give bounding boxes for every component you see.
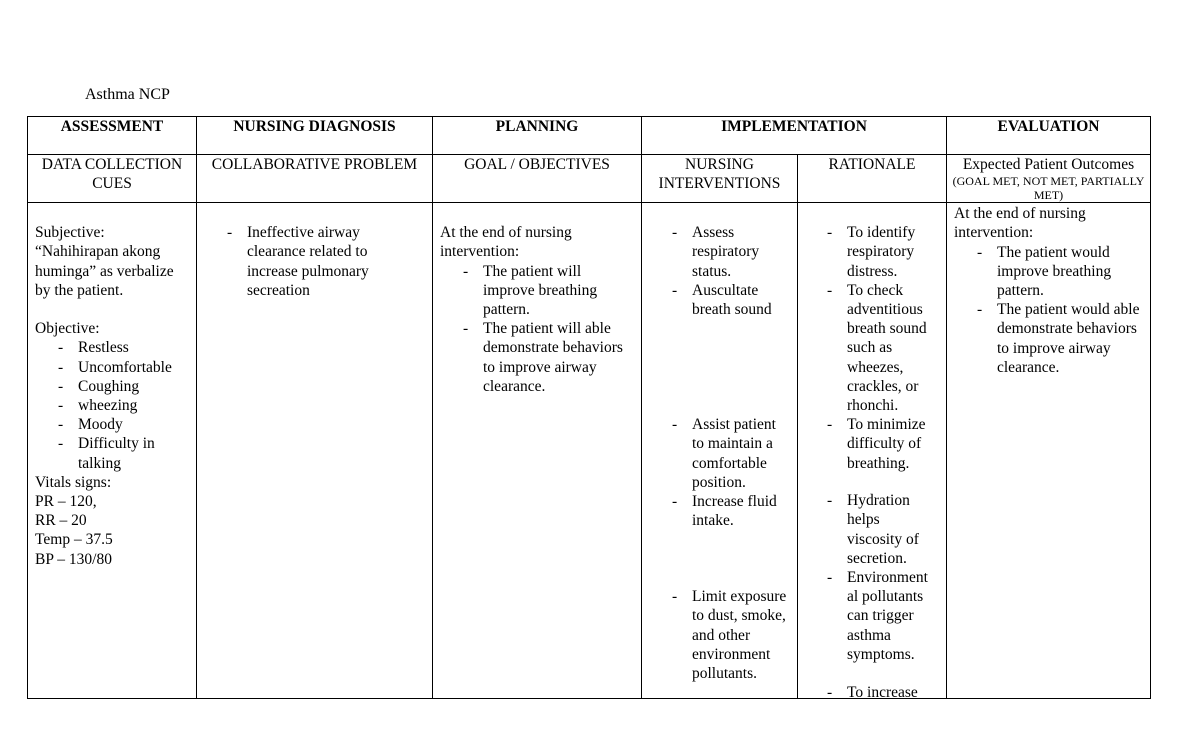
expected-outcomes-label: Expected Patient Outcomes	[962, 156, 1135, 173]
header-assessment: ASSESSMENT	[28, 117, 197, 155]
rationale-item: - To check adventitious breath sound such as wheezes, crackles, or rhonchi.	[847, 281, 938, 415]
vital-bp: BP – 130/80	[35, 550, 112, 568]
rationale-item: - To increase	[847, 683, 938, 702]
objective-item: - wheezing	[78, 396, 190, 415]
objective-item: - Restless	[78, 338, 190, 357]
objective-list	[78, 338, 190, 472]
intervention-item: - Assist patient to maintain a comfortable position.	[692, 415, 787, 492]
subheader-collaborative-problem: COLLABORATIVE PROBLEM	[197, 155, 433, 203]
document-title: Asthma NCP	[85, 86, 170, 103]
subheader-goal-objectives: GOAL / OBJECTIVES	[433, 155, 642, 203]
interventions-list-c	[692, 587, 787, 683]
subheader-expected-outcomes	[947, 155, 1151, 203]
rationale-item: - Hydration helps viscosity of secretion.	[847, 491, 938, 568]
rationale-list-b	[847, 491, 938, 664]
vital-pr: PR – 120,	[35, 493, 97, 511]
content-row	[28, 203, 1151, 699]
diagnosis-cell	[197, 203, 433, 699]
evaluation-cell	[947, 203, 1151, 699]
header-row	[28, 117, 1151, 155]
subheader-rationale: RATIONALE	[798, 155, 947, 203]
evaluation-item: - The patient would able demonstrate behaviors to improve airway clearance.	[997, 300, 1144, 377]
rationale-list-c	[847, 683, 938, 702]
interventions-cell	[642, 203, 798, 699]
ncp-table	[27, 116, 1151, 702]
objective-label: Objective:	[35, 320, 100, 338]
diagnosis-list	[247, 223, 402, 300]
interventions-list-a	[692, 223, 787, 319]
diagnosis-item: - Ineffective airway clearance related to increase pulmonary secreation	[247, 223, 402, 300]
header-planning: PLANNING	[433, 117, 642, 155]
evaluation-intro: At the end of nursing intervention:	[954, 205, 1086, 242]
planning-item: - The patient will able demonstrate behaviors to improve airway clearance.	[483, 319, 635, 396]
vital-rr: RR – 20	[35, 512, 87, 530]
subheader-data-collection-cues: DATA COLLECTION CUES	[28, 155, 197, 203]
header-evaluation: EVALUATION	[947, 117, 1151, 155]
intervention-item: - Auscultate breath sound	[692, 281, 787, 319]
objective-item: - Uncomfortable	[78, 358, 190, 377]
assessment-cell	[28, 203, 197, 699]
evaluation-list	[997, 243, 1144, 377]
evaluation-item: - The patient would improve breathing pattern.	[997, 243, 1144, 301]
intervention-item: - Assess respiratory status.	[692, 223, 787, 281]
intervention-item: - Increase fluid intake.	[692, 492, 787, 530]
rationale-list-a	[847, 223, 938, 473]
header-nursing-diagnosis: NURSING DIAGNOSIS	[197, 117, 433, 155]
objective-item: - Moody	[78, 415, 190, 434]
subheader-nursing-interventions: NURSING INTERVENTIONS	[642, 155, 798, 203]
subheader-row	[28, 155, 1151, 203]
rationale-item: - Environment al pollutants can trigger asthma symptoms.	[847, 568, 938, 664]
planning-list	[483, 262, 635, 396]
subjective-label: Subjective:	[35, 224, 105, 242]
rationale-item: - To minimize difficulty of breathing.	[847, 415, 938, 473]
objective-item: - Difficulty in talking	[78, 434, 190, 472]
intervention-item: - Limit exposure to dust, smoke, and other environment pollutants.	[692, 587, 787, 683]
interventions-list-b	[692, 415, 787, 530]
rationale-cell	[798, 203, 947, 702]
vitals-label: Vitals signs:	[35, 473, 112, 491]
header-implementation: IMPLEMENTATION	[642, 117, 947, 155]
planning-item: - The patient will improve breathing pattern.	[483, 262, 635, 320]
planning-cell	[433, 203, 642, 699]
expected-outcomes-note: (GOAL MET, NOT MET, PARTIALLY MET)	[952, 174, 1145, 203]
planning-intro: At the end of nursing intervention:	[440, 224, 572, 261]
rationale-item: - To identify respiratory distress.	[847, 223, 938, 281]
objective-item: - Coughing	[78, 377, 190, 396]
vital-temp: Temp – 37.5	[35, 531, 113, 549]
subjective-text: “Nahihirapan akong huminga” as verbalize by the patient.	[35, 243, 174, 299]
